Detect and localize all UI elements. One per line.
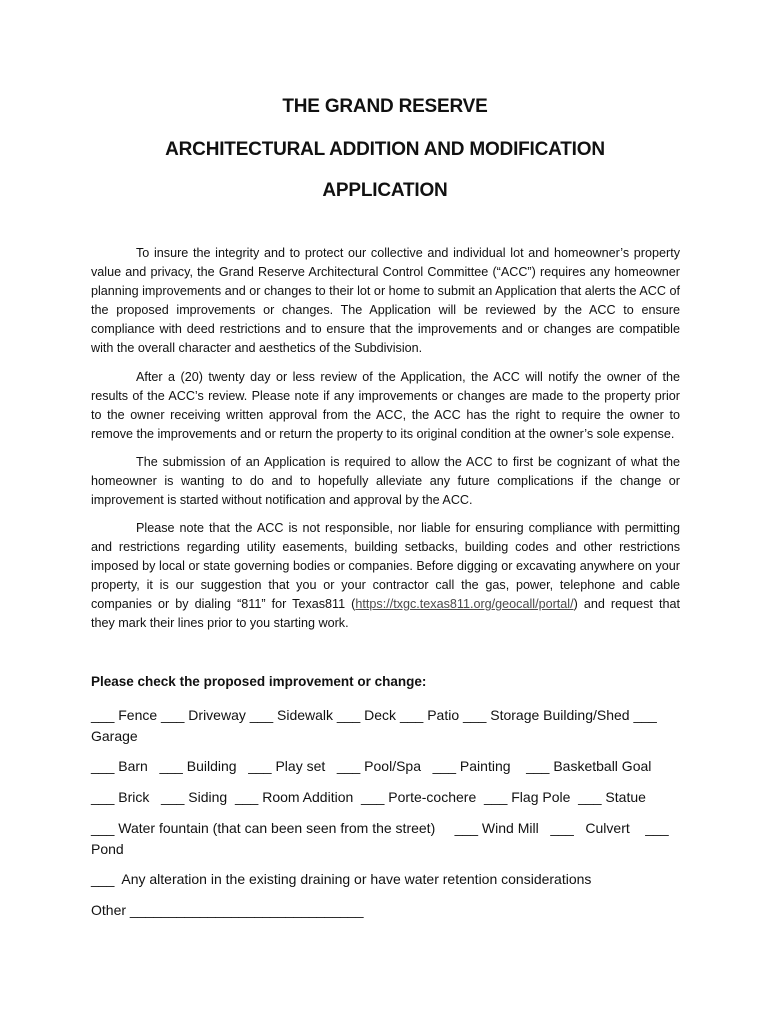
intro-paragraph: To insure the integrity and to protect our collective and individual lot and homeowner’s property value and privacy, the Grand Reserve Architectural Control Committee (“ACC”) requires any homeowner planning improvements and or changes to their lot or home to submit an Application that alerts the ACC of the proposed improvements or changes. The Application will be reviewed by the ACC to ensure compliance with deed restrictions and to ensure that the improvements and or changes are compatible with the overall character and aesthetics of the Subdivision. xyxy=(91,246,680,355)
document-subtitle-application: APPLICATION xyxy=(322,180,448,201)
checklist-row-2[interactable]: ___ Barn ___ Building ___ Play set ___ Pool/Spa ___ Painting ___ Basketball Goal xyxy=(91,758,652,774)
document-title: THE GRAND RESERVE xyxy=(282,96,488,117)
submission-paragraph: The submission of an Application is required to allow the ACC to first be cognizant of what the homeowner is wanting to do and to hopefully alleviate any future complications if the change or improvement is started without notification and approval by the ACC. xyxy=(91,455,680,507)
document-subtitle: ARCHITECTURAL ADDITION AND MODIFICATION xyxy=(165,139,605,160)
review-paragraph: After a (20) twenty day or less review of the Application, the ACC will notify the owner of the results of the ACC’s review. Please note if any improvements or changes are made to the property prior to the owner receiving written approval from the ACC, the ACC has the right to require the owner to remove the improvements and or return the property to its original condition at the owner’s sole expense. xyxy=(91,370,680,441)
checklist-row-1[interactable]: ___ Fence ___ Driveway ___ Sidewalk ___ Deck ___ Patio ___ Storage Building/Shed ___ Garage xyxy=(91,707,657,744)
liability-text-before-link: Please note that the ACC is not responsible, nor liable for ensuring compliance with permitting and restrictions regarding utility easements, building setbacks, building codes and other restrictions imposed by local or state governing bodies or companies. Before digging or excavating anywhere on your property, it is our suggestion that you or your contractor call the gas, power, telephone and cable companies or by dialing “811” for Texas811 ( xyxy=(91,521,680,611)
other-field[interactable]: Other ______________________________ xyxy=(91,902,364,918)
checklist-heading: Please check the proposed improvement or change: xyxy=(91,674,427,689)
texas811-link[interactable]: https://txgc.texas811.org/geocall/portal/ xyxy=(355,597,574,611)
checklist-row-3[interactable]: ___ Brick ___ Siding ___ Room Addition ___ Porte-cochere ___ Flag Pole ___ Statue xyxy=(91,789,646,805)
checklist-row-5[interactable]: ___ Any alteration in the existing draining or have water retention considerations xyxy=(91,871,592,887)
checklist-row-4[interactable]: ___ Water fountain (that can been seen from the street) ___ Wind Mill ___ Culvert ___ Pond xyxy=(91,820,673,857)
liability-paragraph xyxy=(91,519,680,633)
liability-text-after-link: ) and request that they mark their lines prior to you starting work. xyxy=(91,597,680,630)
